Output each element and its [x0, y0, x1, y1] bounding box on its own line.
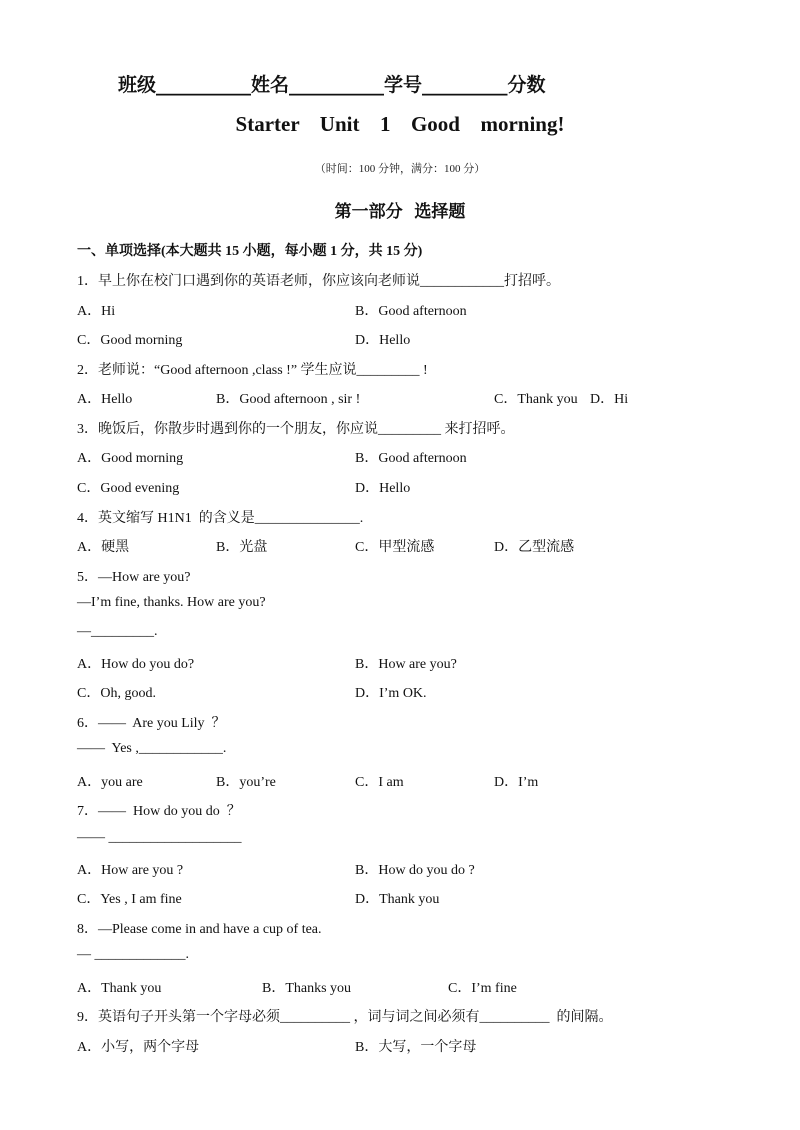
- section-title: 一、单项选择(本大题共 15 小题，每小题 1 分，共 15 分): [77, 244, 423, 259]
- question-4-option-d[interactable]: D．乙型流感: [494, 540, 575, 555]
- question-4-stem: 4．英文缩写 H1N1 的含义是_______________.: [77, 511, 364, 526]
- question-5-answer-line: —_________.: [77, 624, 158, 639]
- question-8-answer-line: — _____________.: [77, 947, 189, 962]
- question-5-option-b[interactable]: B．How are you?: [355, 657, 457, 672]
- question-2-option-b[interactable]: B．Good afternoon , sir !: [216, 392, 361, 407]
- question-9-option-b[interactable]: B．大写，一个字母: [355, 1040, 477, 1055]
- student-info-fields: 班级__________姓名__________学号_________分数: [118, 74, 546, 96]
- question-7-stem: 7．—— How do you do ？: [77, 804, 241, 819]
- question-1-option-d[interactable]: D．Hello: [355, 333, 411, 348]
- question-9-option-a[interactable]: A．小写，两个字母: [77, 1040, 200, 1055]
- question-6-option-b[interactable]: B．you’re: [216, 775, 276, 790]
- question-2-option-a[interactable]: A．Hello: [77, 392, 133, 407]
- question-2-stem: 2．老师说：“Good afternoon ,class !” 学生应说_________ !: [77, 363, 428, 378]
- question-1-option-c[interactable]: C．Good morning: [77, 333, 183, 348]
- question-3-option-a[interactable]: A．Good morning: [77, 451, 184, 466]
- question-1-option-a[interactable]: A．Hi: [77, 304, 116, 319]
- question-9-stem: 9．英语句子开头第一个字母必须__________ ，词与词之间必须有__________ 的间隔。: [77, 1010, 613, 1025]
- question-2-option-d[interactable]: D．Hi: [590, 392, 629, 407]
- question-6-answer-line: —— Yes ,____________.: [77, 741, 227, 756]
- question-5-option-a[interactable]: A．How do you do?: [77, 657, 195, 672]
- question-7-option-b[interactable]: B．How do you do ?: [355, 863, 475, 878]
- question-8-stem: 8．—Please come in and have a cup of tea.: [77, 922, 322, 937]
- question-7-option-d[interactable]: D．Thank you: [355, 892, 440, 907]
- question-4-option-b[interactable]: B．光盘: [216, 540, 268, 555]
- question-6-option-a[interactable]: A．you are: [77, 775, 143, 790]
- question-5-stem: 5．—How are you?: [77, 570, 191, 585]
- question-8-option-a[interactable]: A．Thank you: [77, 981, 162, 996]
- question-6-stem: 6．—— Are you Lily ？: [77, 716, 226, 731]
- question-5-dialogue-line: —I’m fine, thanks. How are you?: [77, 595, 266, 610]
- question-7-option-c[interactable]: C．Yes , I am fine: [77, 892, 182, 907]
- question-2-option-c[interactable]: C．Thank you: [494, 392, 578, 407]
- question-3-option-c[interactable]: C．Good evening: [77, 481, 180, 496]
- question-3-option-b[interactable]: B．Good afternoon: [355, 451, 467, 466]
- question-3-option-d[interactable]: D．Hello: [355, 481, 411, 496]
- question-4-option-a[interactable]: A．硬黑: [77, 540, 130, 555]
- question-5-option-d[interactable]: D．I’m OK.: [355, 686, 427, 701]
- question-7-answer-line: —— ___________________: [77, 830, 242, 845]
- page-title: Starter Unit 1 Good morning!: [235, 112, 565, 136]
- time-score-note: （时间：100 分钟，满分：100 分）: [314, 163, 486, 175]
- question-1-option-b[interactable]: B．Good afternoon: [355, 304, 467, 319]
- question-6-option-c[interactable]: C．I am: [355, 775, 404, 790]
- question-4-option-c[interactable]: C．甲型流感: [355, 540, 435, 555]
- part-title: 第一部分 选择题: [334, 202, 466, 222]
- question-8-option-b[interactable]: B．Thanks you: [262, 981, 352, 996]
- question-5-option-c[interactable]: C．Oh, good.: [77, 686, 156, 701]
- question-1-stem: 1．早上你在校门口遇到你的英语老师，你应该向老师说____________打招呼。: [77, 274, 560, 289]
- question-6-option-d[interactable]: D．I’m: [494, 775, 539, 790]
- question-7-option-a[interactable]: A．How are you ?: [77, 863, 184, 878]
- question-8-option-c[interactable]: C．I’m fine: [448, 981, 517, 996]
- question-3-stem: 3．晚饭后，你散步时遇到你的一个朋友，你应说_________ 来打招呼。: [77, 422, 515, 437]
